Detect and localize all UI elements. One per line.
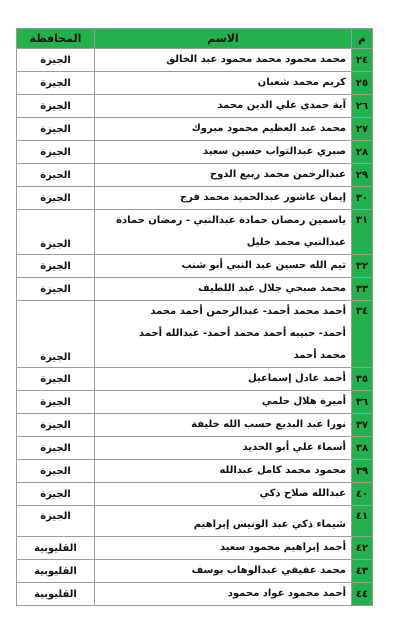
table-row bbox=[17, 164, 373, 187]
row-name bbox=[95, 95, 352, 118]
name-line: محمد عبد العظيم محمود مبروك bbox=[191, 123, 346, 134]
row-name bbox=[95, 210, 352, 255]
name-line: آية حمدي علي الدين محمد bbox=[217, 100, 346, 111]
header-name: الاسم bbox=[95, 29, 352, 49]
name-line: محمد أحمد bbox=[293, 350, 346, 361]
table-body bbox=[17, 49, 373, 606]
row-governorate: الجيزة bbox=[17, 255, 95, 278]
table-row bbox=[17, 583, 373, 606]
row-number: ٢٧ bbox=[352, 118, 373, 141]
row-name bbox=[95, 141, 352, 164]
row-number: ٤٠ bbox=[352, 483, 373, 506]
table-row bbox=[17, 72, 373, 95]
row-governorate: الجيزة bbox=[17, 187, 95, 210]
row-number: ٣٣ bbox=[352, 278, 373, 301]
row-name bbox=[95, 164, 352, 187]
name-line: عبدالرحمن محمد ربيع الدوح bbox=[209, 169, 346, 180]
table-row bbox=[17, 437, 373, 460]
row-governorate: الجيزة bbox=[17, 460, 95, 483]
name-line: كريم محمد شعبان bbox=[257, 77, 346, 88]
name-line: محمد محمود محمد محمود عبد الخالق bbox=[166, 54, 346, 65]
row-governorate: الجيزة bbox=[17, 141, 95, 164]
row-name bbox=[95, 301, 352, 368]
row-number: ٤٣ bbox=[352, 560, 373, 583]
names-table bbox=[16, 28, 373, 606]
row-governorate: الجيزة bbox=[17, 506, 95, 537]
row-governorate: الجيزة bbox=[17, 391, 95, 414]
row-governorate: الجيزة bbox=[17, 483, 95, 506]
table-row bbox=[17, 278, 373, 301]
row-name bbox=[95, 583, 352, 606]
row-number: ٢٥ bbox=[352, 72, 373, 95]
row-governorate: القليوبية bbox=[17, 537, 95, 560]
name-line: أحمد محمد أحمد- عبدالرحمن أحمد محمد bbox=[150, 306, 346, 317]
table-row bbox=[17, 414, 373, 437]
row-number: ٢٨ bbox=[352, 141, 373, 164]
row-number: ٤١ bbox=[352, 506, 373, 537]
name-line: ياسمين رمضان حمادة عبدالنبي - رمضان حمادة bbox=[116, 215, 346, 226]
row-number: ٢٤ bbox=[352, 49, 373, 72]
name-line: شيماء ذكي عبد الونيس إبراهيم bbox=[193, 519, 346, 530]
row-governorate: القليوبية bbox=[17, 560, 95, 583]
row-name bbox=[95, 437, 352, 460]
row-governorate: القليوبية bbox=[17, 583, 95, 606]
table-row bbox=[17, 368, 373, 391]
table-row bbox=[17, 391, 373, 414]
name-line: محمد صبحي جلال عبد اللطيف bbox=[197, 283, 346, 294]
row-number: ٣١ bbox=[352, 210, 373, 255]
table-row bbox=[17, 210, 373, 255]
row-name bbox=[95, 118, 352, 141]
row-name bbox=[95, 49, 352, 72]
row-number: ٣٥ bbox=[352, 368, 373, 391]
row-governorate: الجيزة bbox=[17, 49, 95, 72]
row-governorate: الجيزة bbox=[17, 72, 95, 95]
table-row bbox=[17, 118, 373, 141]
row-number: ٣٩ bbox=[352, 460, 373, 483]
table-row bbox=[17, 95, 373, 118]
name-line: عبدالله صلاح ذكي bbox=[259, 488, 346, 499]
row-name bbox=[95, 187, 352, 210]
name-line: أحمد محمود عواد محمود bbox=[227, 588, 346, 599]
row-number: ٤٢ bbox=[352, 537, 373, 560]
table-row bbox=[17, 187, 373, 210]
table-row bbox=[17, 537, 373, 560]
name-line: أحمد عادل إسماعيل bbox=[247, 373, 346, 384]
name-line: محمود محمد كامل عبدالله bbox=[219, 465, 346, 476]
row-name bbox=[95, 255, 352, 278]
table-row bbox=[17, 301, 373, 368]
row-name bbox=[95, 72, 352, 95]
name-line: نورا عبد البديع حسب الله خليفة bbox=[191, 419, 346, 430]
row-name bbox=[95, 414, 352, 437]
row-name bbox=[95, 537, 352, 560]
row-name bbox=[95, 483, 352, 506]
row-number: ٣٢ bbox=[352, 255, 373, 278]
row-governorate: الجيزة bbox=[17, 414, 95, 437]
row-number: ٣٦ bbox=[352, 391, 373, 414]
table-row bbox=[17, 141, 373, 164]
row-number: ٢٩ bbox=[352, 164, 373, 187]
name-line: تيم الله حسين عبد النبي أبو شنب bbox=[181, 260, 346, 271]
row-governorate: الجيزة bbox=[17, 95, 95, 118]
row-name bbox=[95, 506, 352, 537]
row-name bbox=[95, 368, 352, 391]
table-row bbox=[17, 506, 373, 537]
row-number: ٣٧ bbox=[352, 414, 373, 437]
row-governorate: الجيزة bbox=[17, 118, 95, 141]
table-row bbox=[17, 255, 373, 278]
row-name bbox=[95, 391, 352, 414]
name-line: صبري عبدالتواب حسين سعيد bbox=[202, 146, 346, 157]
name-line: عبدالنبي محمد خليل bbox=[246, 237, 346, 248]
table-row bbox=[17, 460, 373, 483]
row-number: ٣٤ bbox=[352, 301, 373, 368]
row-name bbox=[95, 560, 352, 583]
name-line: محمد عفيفي عبدالوهاب يوسف bbox=[191, 565, 346, 576]
row-number: ٤٤ bbox=[352, 583, 373, 606]
table-header-row bbox=[17, 29, 373, 49]
row-governorate: الجيزة bbox=[17, 368, 95, 391]
name-line: أسماء علي أبو الحديد bbox=[242, 442, 346, 453]
name-line: أحمد- حبيبه أحمد محمد أحمد- عبدالله أحمد bbox=[138, 328, 346, 339]
row-number: ٣٨ bbox=[352, 437, 373, 460]
table-row bbox=[17, 49, 373, 72]
row-governorate: الجيزة bbox=[17, 164, 95, 187]
name-line: إيمان عاشور عبدالحميد محمد فرج bbox=[179, 192, 346, 203]
row-governorate: الجيزة bbox=[17, 210, 95, 255]
table-row bbox=[17, 560, 373, 583]
name-line: أميرة هلال حلمي bbox=[261, 396, 346, 407]
row-name bbox=[95, 278, 352, 301]
row-governorate: الجيزة bbox=[17, 437, 95, 460]
row-governorate: الجيزة bbox=[17, 278, 95, 301]
row-governorate: الجيزة bbox=[17, 301, 95, 368]
header-gov: المحافظة bbox=[17, 29, 95, 49]
row-name bbox=[95, 460, 352, 483]
row-number: ٢٦ bbox=[352, 95, 373, 118]
name-line: أحمد إبراهيم محمود سعيد bbox=[219, 542, 346, 553]
table-row bbox=[17, 483, 373, 506]
header-num: م bbox=[352, 29, 373, 49]
row-number: ٣٠ bbox=[352, 187, 373, 210]
